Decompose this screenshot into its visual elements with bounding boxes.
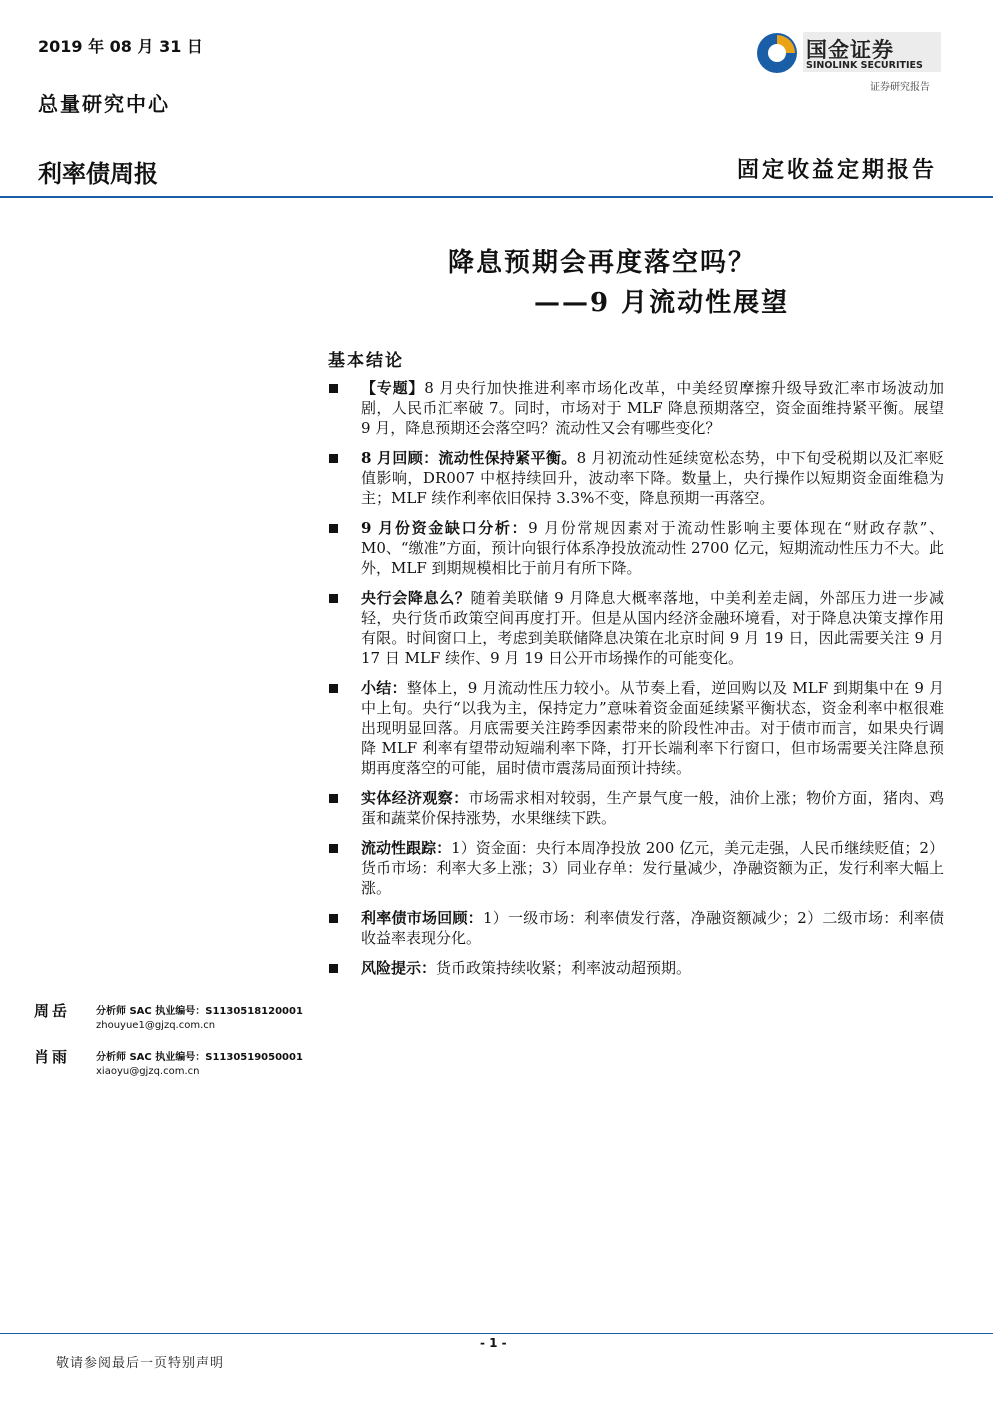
list-item xyxy=(326,908,944,948)
bullet-lead: 实体经济观察： xyxy=(361,789,469,807)
sac-label: 分析师 SAC 执业编号： xyxy=(96,1006,206,1017)
bullet-lead: 风险提示： xyxy=(361,959,437,977)
report-name: 利率债周报 xyxy=(38,160,158,188)
list-item xyxy=(326,588,944,668)
bullet-square-icon xyxy=(329,684,338,693)
bullet-lead: 流动性跟踪： xyxy=(361,839,452,857)
report-type: 固定收益定期报告 xyxy=(736,157,937,183)
research-center: 总量研究中心 xyxy=(38,92,170,116)
report-date: 2019 年 08 月 31 日 xyxy=(38,37,203,56)
bullet-text: 市场需求相对较弱，生产景气度一般，油价上涨；物价方面，猪肉、鸡蛋和蔬菜价保持涨势，水果继续下跌。 xyxy=(361,789,944,827)
bullet-text: 货币政策持续收紧；利率波动超预期。 xyxy=(436,959,692,977)
analyst-info xyxy=(96,1005,303,1033)
sac-label: 分析师 SAC 执业编号： xyxy=(96,1052,206,1063)
bullet-square-icon xyxy=(329,454,338,463)
main-title: 降息预期会再度落空吗？ xyxy=(448,248,757,278)
sac-id: S1130519050001 xyxy=(205,1052,303,1063)
bullet-text: 1）一级市场：利率债发行落，净融资额减少；2）二级市场：利率债收益率表现分化。 xyxy=(361,909,944,947)
bullet-lead: 9 月份资金缺口分析： xyxy=(361,519,529,537)
list-item xyxy=(326,958,944,978)
list-item xyxy=(326,838,944,898)
bullet-square-icon xyxy=(329,594,338,603)
bullet-text: 9 月份常规因素对于流动性影响主要体现在“财政存款”、M0、“缴准”方面，预计向银行体系净投放流动性 2700 亿元，短期流动性压力不大。此外，MLF 到期规模相比于前月有所下降。 xyxy=(361,519,944,577)
list-item xyxy=(326,678,944,778)
logo-english: SINOLINK SECURITIES xyxy=(806,60,923,71)
bullet-text: 随着美联储 9 月降息大概率落地，中美利差走阔，外部压力进一步减轻，央行货币政策空间再度打开。但是从国内经济金融环境看，对于降息决策支撑作用有限。时间窗口上，考虑到美联储降息决策在北京时间 9 月 19 日，因此需要关注 9 月 17 日 MLF 续作、9 月 19 日公开市场操作的可能变化。 xyxy=(361,589,944,667)
disclaimer-note: 敬请参阅最后一页特别声明 xyxy=(56,1356,225,1371)
sac-id: S1130518120001 xyxy=(205,1006,303,1017)
bullet-square-icon xyxy=(329,964,338,973)
bullet-text: 整体上，9 月流动性压力较小。从节奏上看，逆回购以及 MLF 到期集中在 9 月中上旬。央行“以我为主，保持定力”意味着资金面延续紧平衡状态，资金利率中枢很难出现明显回落。月底需要关注跨季因素带来的阶段性冲击。对于债市而言，如果央行调降 MLF 利率有望带动短端利率下降，打开长端利率下行窗口，但市场需要关注降息预期再度落空的可能，届时债市震荡局面预计持续。 xyxy=(361,679,944,777)
bullet-lead: 利率债市场回顾： xyxy=(361,909,483,927)
section-title: 基本结论 xyxy=(328,351,404,371)
analyst-email[interactable]: xiaoyu@gjzq.com.cn xyxy=(96,1066,200,1077)
bullet-lead: 【专题】 xyxy=(361,379,425,397)
analyst-name: 肖雨 xyxy=(34,1048,71,1066)
list-item xyxy=(326,378,944,438)
bullet-square-icon xyxy=(329,914,338,923)
footer-divider xyxy=(0,1333,993,1334)
bullet-square-icon xyxy=(329,844,338,853)
bullet-lead: 央行会降息么？ xyxy=(361,589,471,607)
logo-subtitle: 证券研究报告 xyxy=(870,82,930,93)
page-number: - 1 - xyxy=(480,1336,507,1350)
list-item xyxy=(326,518,944,578)
bullet-square-icon xyxy=(329,384,338,393)
bullet-square-icon xyxy=(329,794,338,803)
logo-name: 国金证券 xyxy=(806,38,894,62)
bullet-lead: 8 月回顾：流动性保持紧平衡。 xyxy=(361,449,577,467)
list-item xyxy=(326,448,944,508)
conclusion-list xyxy=(326,378,944,988)
analyst-name: 周岳 xyxy=(34,1002,71,1020)
analyst-info xyxy=(96,1051,303,1079)
header-divider xyxy=(0,196,993,198)
bullet-text: 8 月初流动性延续宽松态势，中下旬受税期以及汇率贬值影响，DR007 中枢持续回升，波动率下降。数量上，央行操作以短期资金面维稳为主；MLF 续作利率依旧保持 3.3%不变，降息预期一再落空。 xyxy=(361,449,944,507)
list-item xyxy=(326,788,944,828)
analyst-email[interactable]: zhouyue1@gjzq.com.cn xyxy=(96,1020,216,1031)
bullet-lead: 小结： xyxy=(361,679,407,697)
bullet-text: 1）资金面：央行本周净投放 200 亿元，美元走强，人民币继续贬值；2）货币市场：利率大多上涨；3）同业存单：发行量减少，净融资额为正，发行利率大幅上涨。 xyxy=(361,839,944,897)
bullet-text: 8 月央行加快推进利率市场化改革，中美经贸摩擦升级导致汇率市场波动加剧，人民币汇率破 7。同时，市场对于 MLF 降息预期落空，资金面维持紧平衡。展望 9 月，降息预期还会落空吗？流动性又会有哪些变化？ xyxy=(361,379,944,437)
subtitle: ——9 月流动性展望 xyxy=(534,288,790,318)
bullet-square-icon xyxy=(329,524,338,533)
